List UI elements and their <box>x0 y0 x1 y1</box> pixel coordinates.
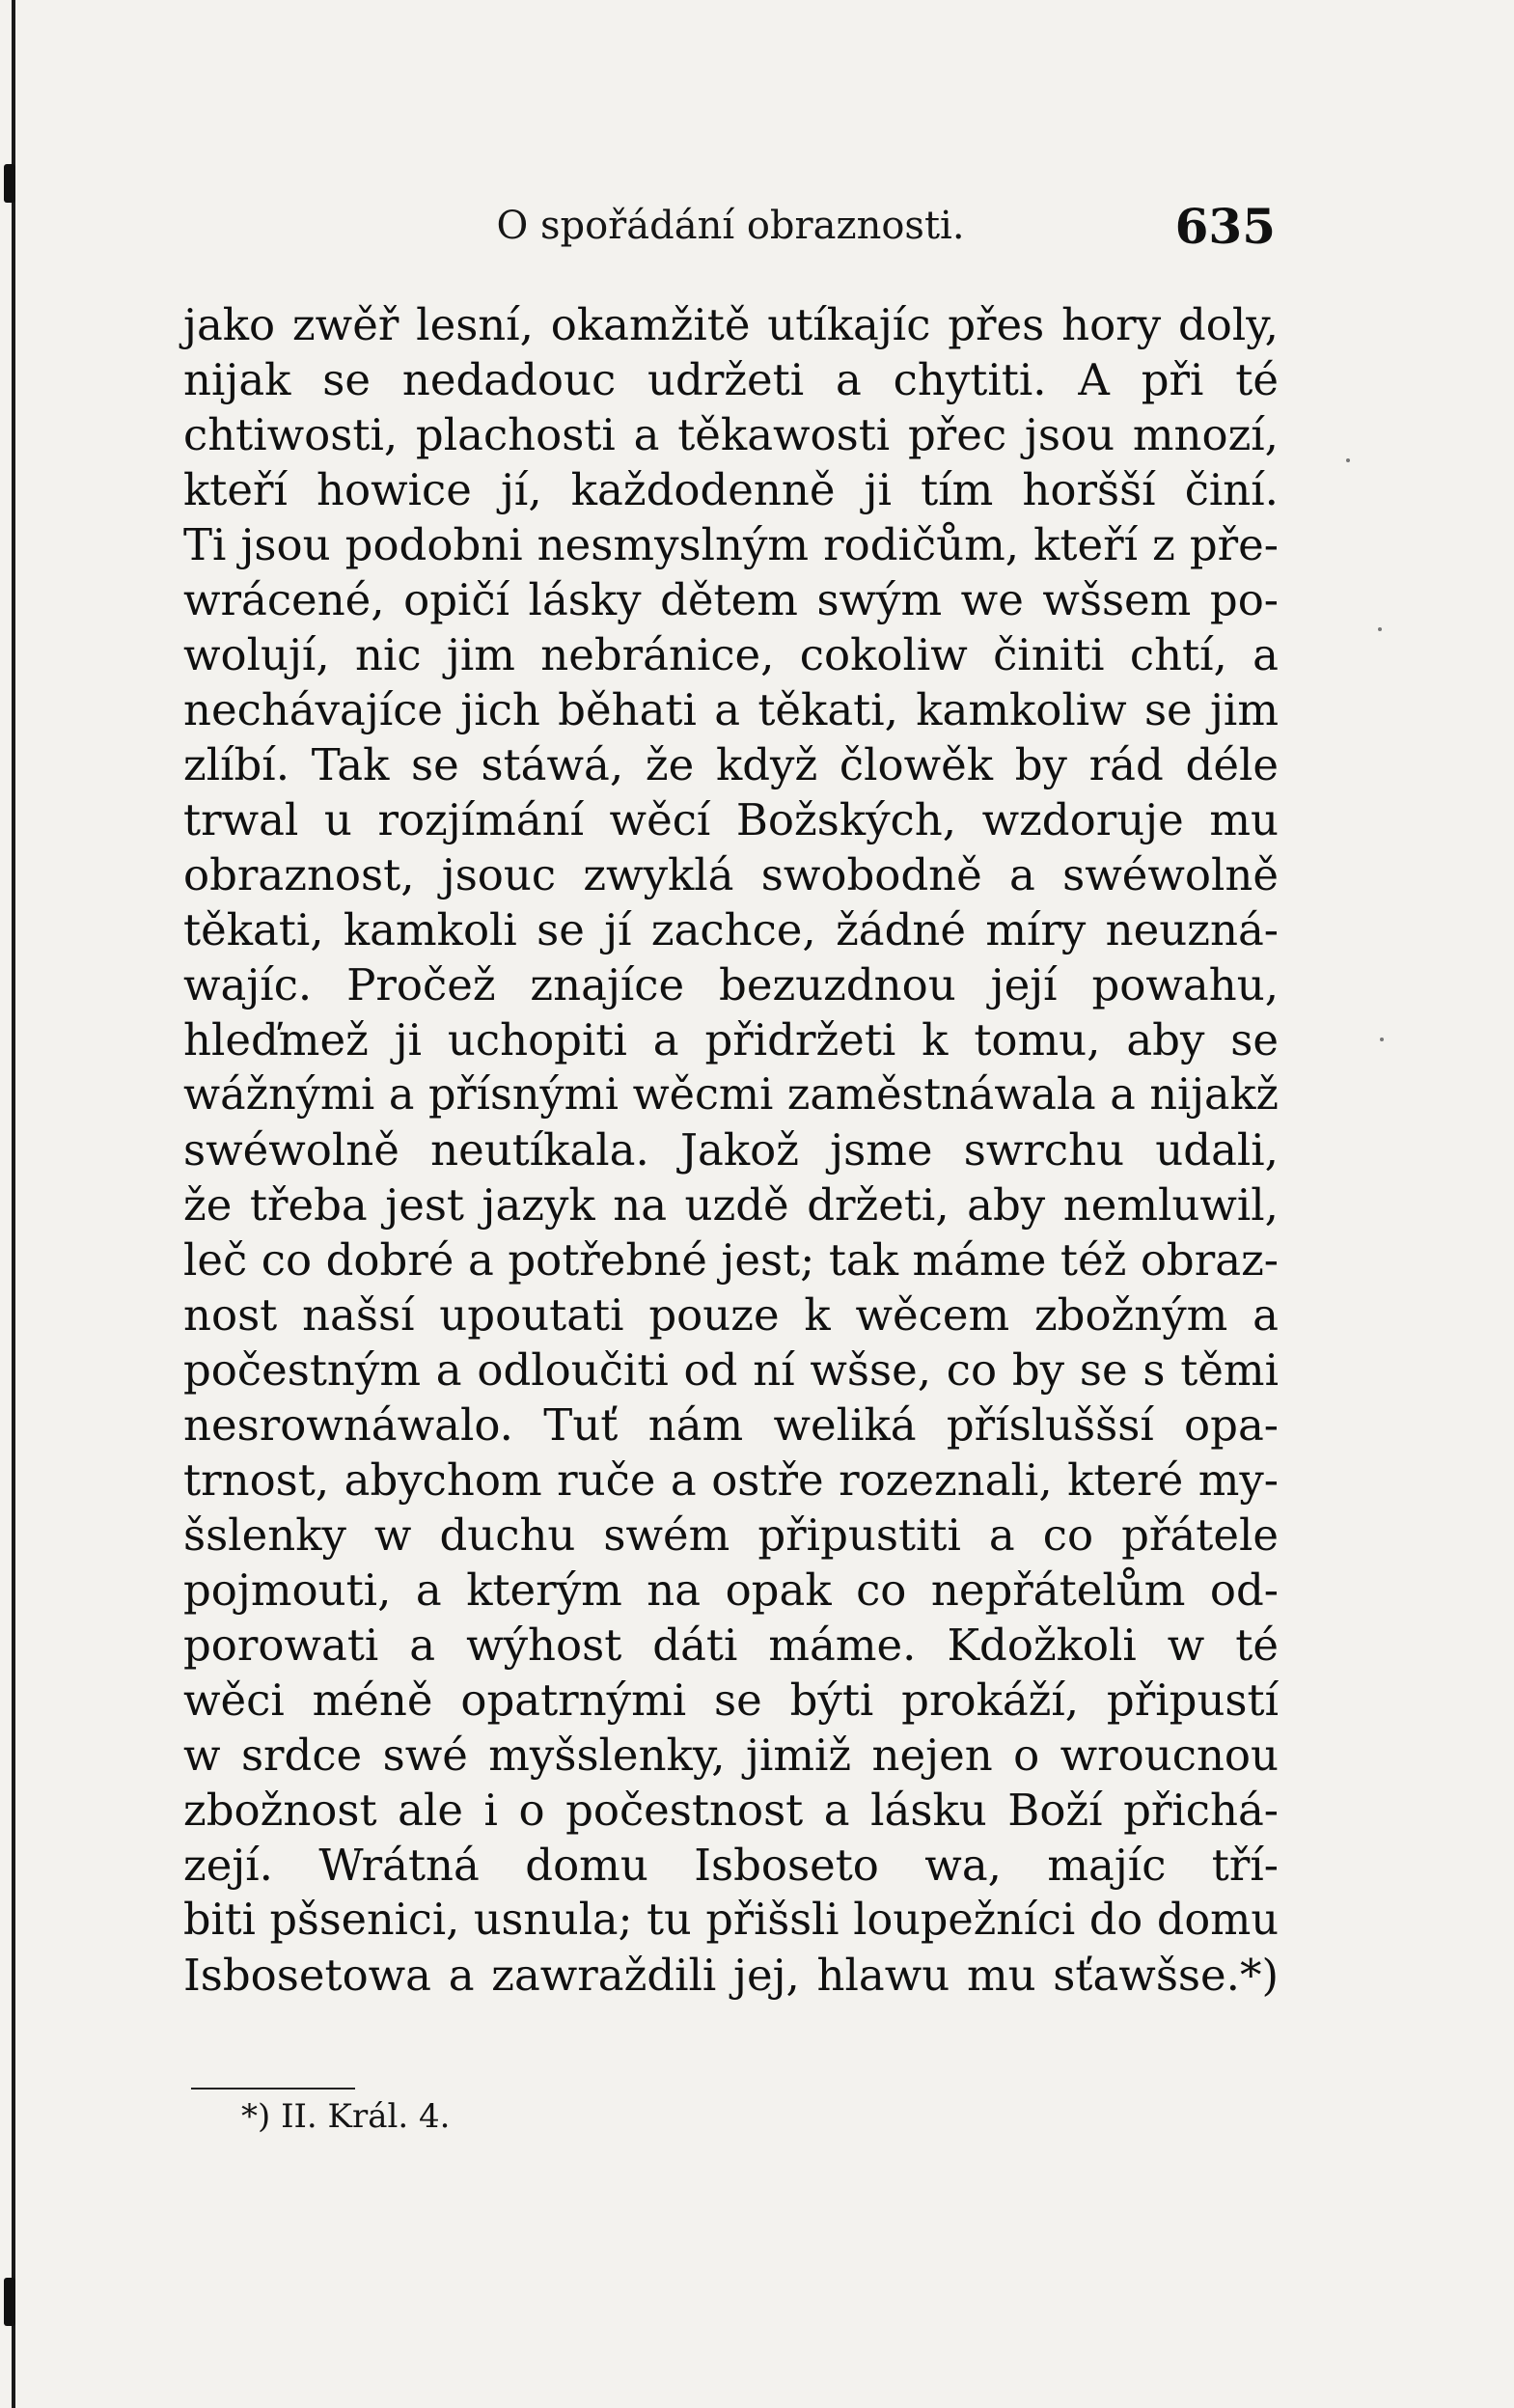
paper-speck <box>1380 1038 1384 1041</box>
text-line: trnost, abychom ruče a ostře rozeznali, které my- <box>183 1454 1279 1506</box>
text-line: nechávajíce jich běhati a těkati, kamkoliw se jim <box>183 684 1279 735</box>
text-line: swéwolně neutíkala. Jakož jsme swrchu udali, <box>183 1124 1279 1176</box>
text-line: wrácené, opičí lásky dětem swým we wšsem po- <box>183 574 1279 625</box>
text-line: zbožnost ale i o počestnost a lásku Boží přichá- <box>183 1785 1279 1836</box>
text-line: nost našsí upoutati pouze k wěcem zbožným a <box>183 1289 1279 1341</box>
text-line: těkati, kamkoli se jí zachce, žádné míry neuzná- <box>183 904 1279 955</box>
text-line: šslenky w duchu swém připustiti a co přátele <box>183 1509 1279 1561</box>
text-line: že třeba jest jazyk na uzdě držeti, aby nemluwil, <box>183 1179 1279 1231</box>
text-line: biti pšsenici, usnula; tu přišsli loupežníci do domu <box>183 1896 1279 1945</box>
text-line: pojmouti, a kterým na opak co nepřátelům od- <box>183 1564 1279 1616</box>
paper-speck <box>1346 458 1350 462</box>
text-line: w srdce swé myšslenky, jimiž nejen o wroucnou <box>183 1730 1279 1781</box>
footnote: *) II. Král. 4. <box>241 2097 451 2136</box>
text-line: wajíc. Pročež znajíce bezuzdnou její powahu, <box>183 959 1279 1010</box>
text-line: zlíbí. Tak se stáwá, že když člowěk by rád déle <box>183 739 1279 790</box>
page-header <box>185 198 1276 265</box>
text-line: trwal u rozjímání wěcí Božských, wzdoruje mu <box>183 794 1279 845</box>
running-head: O spořádání obraznosti. <box>496 204 965 248</box>
text-line: wolují, nic jim nebránice, cokoliw činiti chtí, a <box>183 629 1279 680</box>
text-line: obraznost, jsouc zwyklá swobodně a swéwolně <box>183 849 1279 900</box>
text-line: leč co dobré a potřebné jest; tak máme též obraz- <box>183 1234 1279 1286</box>
text-line: počestným a odloučiti od ní wšse, co by se s těmi <box>183 1344 1279 1396</box>
body-text <box>183 297 1279 2003</box>
text-line: hleďmež ji uchopiti a přidržeti k tomu, aby se <box>183 1014 1279 1066</box>
page-edge-binding <box>12 0 15 2408</box>
text-line: nijak se nedadouc udržeti a chytiti. A při té <box>183 354 1279 405</box>
text-line: Ti jsou podobni nesmyslným rodičům, kteří z pře- <box>183 519 1279 570</box>
text-line: jako zwěř lesní, okamžitě utíkajíc přes hory doly, <box>183 299 1279 350</box>
text-line: Isbosetowa a zawraždili jej, hlawu mu sťawšse.*) <box>183 1950 1279 2001</box>
text-line: wěci méně opatrnými se býti prokáží, připustí <box>183 1675 1279 1726</box>
text-line: nesrownáwalo. Tuť nám weliká přísluššsí opa- <box>183 1399 1279 1451</box>
paper-speck <box>1378 627 1382 631</box>
text-line: wážnými a přísnými wěcmi zaměstnáwala a nijakž <box>183 1070 1279 1120</box>
page-number: 635 <box>1174 198 1276 255</box>
text-line: kteří howice jí, každodenně ji tím horšší činí. <box>183 464 1279 515</box>
text-line: chtiwosti, plachosti a těkawosti přec jsou mnozí, <box>183 409 1279 460</box>
text-line: porowati a wýhost dáti máme. Kdožkoli w té <box>183 1619 1279 1671</box>
text-line: zejí. Wrátná domu Isboseto wa, majíc tří- <box>183 1840 1279 1891</box>
